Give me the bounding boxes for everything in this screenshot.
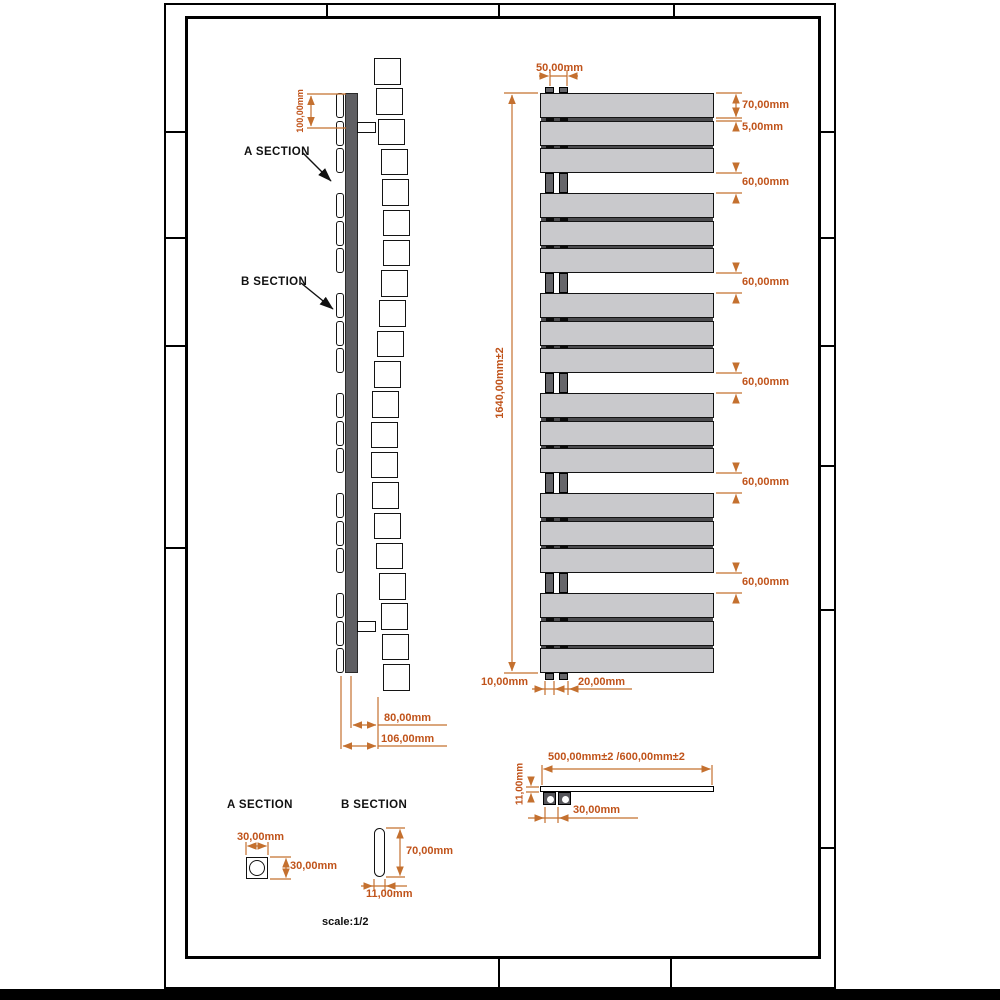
square-tube-section bbox=[374, 513, 401, 540]
dim-section-b-width: 11,00mm bbox=[366, 888, 413, 900]
gap-dash bbox=[546, 318, 554, 321]
dim-group-gap-4: 60,00mm bbox=[742, 476, 790, 488]
gap-dash bbox=[546, 246, 554, 249]
collector-tube-right bbox=[559, 173, 568, 193]
dim-depth-inner: 80,00mm bbox=[384, 712, 432, 724]
side-panel-edge bbox=[336, 548, 344, 573]
front-panel bbox=[540, 348, 714, 373]
section-b-title: B SECTION bbox=[341, 799, 408, 811]
section-b-flat-bar bbox=[374, 828, 385, 877]
side-view-collector-bar bbox=[345, 93, 358, 673]
side-panel-edge bbox=[336, 248, 344, 273]
side-panel-edge bbox=[336, 221, 344, 246]
section-a-bore-circle bbox=[249, 860, 265, 876]
square-tube-section bbox=[372, 482, 399, 509]
square-tube-section bbox=[383, 240, 410, 267]
front-panel bbox=[540, 648, 714, 673]
section-a-title: A SECTION bbox=[227, 799, 293, 811]
side-panel-edge bbox=[336, 593, 344, 618]
dim-group-gap-2: 60,00mm bbox=[742, 276, 790, 288]
gap-dash bbox=[546, 346, 554, 349]
gap-dash bbox=[560, 546, 568, 549]
front-panel bbox=[540, 293, 714, 318]
tube-bore bbox=[562, 796, 569, 803]
square-tube-section bbox=[379, 300, 406, 327]
front-panel bbox=[540, 393, 714, 418]
collector-tube-right bbox=[559, 373, 568, 393]
square-tube-section bbox=[381, 149, 408, 176]
square-tube-section bbox=[372, 391, 399, 418]
collector-tube-left bbox=[545, 573, 554, 593]
front-panel bbox=[540, 148, 714, 173]
gap-dash bbox=[560, 346, 568, 349]
collector-tube-right bbox=[559, 273, 568, 293]
square-tube-section bbox=[381, 603, 408, 630]
gap-dash bbox=[546, 218, 554, 221]
dim-bottom-spacing: 20,00mm bbox=[578, 676, 626, 688]
square-tube-section bbox=[374, 58, 401, 85]
dim-group-gap-1: 60,00mm bbox=[742, 176, 790, 188]
front-panel bbox=[540, 248, 714, 273]
dim-section-a-width: 30,00mm bbox=[237, 831, 285, 843]
square-tube-section bbox=[377, 331, 404, 358]
side-panel-edge bbox=[336, 193, 344, 218]
dim-overall-width: 500,00mm±2 /600,00mm±2 bbox=[548, 751, 685, 763]
bottom-tab-left bbox=[545, 673, 554, 680]
gap-dash bbox=[546, 518, 554, 521]
square-tube-section bbox=[382, 179, 409, 206]
side-panel-edge bbox=[336, 521, 344, 546]
side-panel-edge bbox=[336, 148, 344, 173]
side-panel-edge bbox=[336, 293, 344, 318]
gap-dash bbox=[560, 618, 568, 621]
side-view-bottom-bracket bbox=[357, 621, 376, 632]
side-panel-edge bbox=[336, 121, 344, 146]
collector-tube-left bbox=[545, 473, 554, 493]
top-tab-right bbox=[559, 87, 568, 93]
gap-dash bbox=[560, 518, 568, 521]
gap-dash bbox=[546, 418, 554, 421]
gap-dash bbox=[560, 418, 568, 421]
side-panel-edge bbox=[336, 421, 344, 446]
square-tube-section bbox=[383, 210, 410, 237]
dim-tube-spacing: 30,00mm bbox=[573, 804, 621, 816]
square-tube-section bbox=[382, 634, 409, 661]
collector-tube-right bbox=[559, 473, 568, 493]
bottom-tab-right bbox=[559, 673, 568, 680]
dim-panel-thickness: 11,00mm bbox=[514, 762, 526, 806]
dim-depth-outer: 106,00mm bbox=[381, 733, 435, 745]
square-tube-section bbox=[383, 664, 410, 691]
collector-tube-left bbox=[545, 173, 554, 193]
gap-dash bbox=[560, 318, 568, 321]
side-panel-edge bbox=[336, 348, 344, 373]
collector-tube-left bbox=[545, 273, 554, 293]
square-tube-section bbox=[371, 422, 398, 449]
front-panel bbox=[540, 93, 714, 118]
gap-dash bbox=[546, 146, 554, 149]
side-panel-edge bbox=[336, 321, 344, 346]
dim-panel-height: 70,00mm bbox=[742, 99, 790, 111]
top-view-tube-right bbox=[558, 792, 571, 805]
front-panel bbox=[540, 621, 714, 646]
gap-dash bbox=[560, 118, 568, 121]
side-panel-edge bbox=[336, 448, 344, 473]
side-panel-edge bbox=[336, 393, 344, 418]
dim-group-gap-5: 60,00mm bbox=[742, 576, 790, 588]
a-section-callout: A SECTION bbox=[244, 146, 310, 158]
scale-note: scale:1/2 bbox=[322, 916, 369, 928]
side-panel-edge bbox=[336, 621, 344, 646]
square-tube-section bbox=[374, 361, 401, 388]
front-panel bbox=[540, 548, 714, 573]
dim-top-connection: 50,00mm bbox=[536, 62, 584, 74]
collector-tube-right bbox=[559, 573, 568, 593]
side-panel-edge bbox=[336, 493, 344, 518]
gap-dash bbox=[560, 246, 568, 249]
front-panel bbox=[540, 193, 714, 218]
gap-dash bbox=[546, 646, 554, 649]
top-tab-left bbox=[545, 87, 554, 93]
front-panel bbox=[540, 221, 714, 246]
gap-dash bbox=[546, 618, 554, 621]
gap-dash bbox=[560, 446, 568, 449]
b-section-callout: B SECTION bbox=[241, 276, 308, 288]
front-panel bbox=[540, 448, 714, 473]
dim-section-b-height: 70,00mm bbox=[406, 845, 454, 857]
top-view-tube-left bbox=[543, 792, 556, 805]
side-panel-edge bbox=[336, 648, 344, 673]
front-panel bbox=[540, 593, 714, 618]
front-panel bbox=[540, 121, 714, 146]
dim-section-a-height: 30,00mm bbox=[290, 860, 338, 872]
dim-panel-gap: 5,00mm bbox=[742, 121, 783, 133]
dim-bottom-tube: 10,00mm bbox=[481, 676, 529, 688]
front-panel bbox=[540, 521, 714, 546]
tube-bore bbox=[547, 796, 554, 803]
gap-dash bbox=[560, 646, 568, 649]
front-panel bbox=[540, 321, 714, 346]
gap-dash bbox=[560, 218, 568, 221]
gap-dash bbox=[546, 446, 554, 449]
dim-total-height: 1640,00mm±2 bbox=[494, 347, 506, 419]
square-tube-section bbox=[371, 452, 398, 479]
square-tube-section bbox=[381, 270, 408, 297]
front-panel bbox=[540, 421, 714, 446]
front-panel bbox=[540, 493, 714, 518]
square-tube-section bbox=[378, 119, 405, 146]
sheet-bottom-edge bbox=[0, 989, 1000, 1000]
collector-tube-left bbox=[545, 373, 554, 393]
dim-group-gap-3: 60,00mm bbox=[742, 376, 790, 388]
square-tube-section bbox=[376, 543, 403, 570]
side-panel-edge bbox=[336, 93, 344, 118]
square-tube-section bbox=[379, 573, 406, 600]
gap-dash bbox=[546, 118, 554, 121]
gap-dash bbox=[546, 546, 554, 549]
square-tube-section bbox=[376, 88, 403, 115]
gap-dash bbox=[560, 146, 568, 149]
side-view-top-bracket bbox=[357, 122, 376, 133]
dim-mount-offset: 100,00mm bbox=[295, 89, 305, 133]
